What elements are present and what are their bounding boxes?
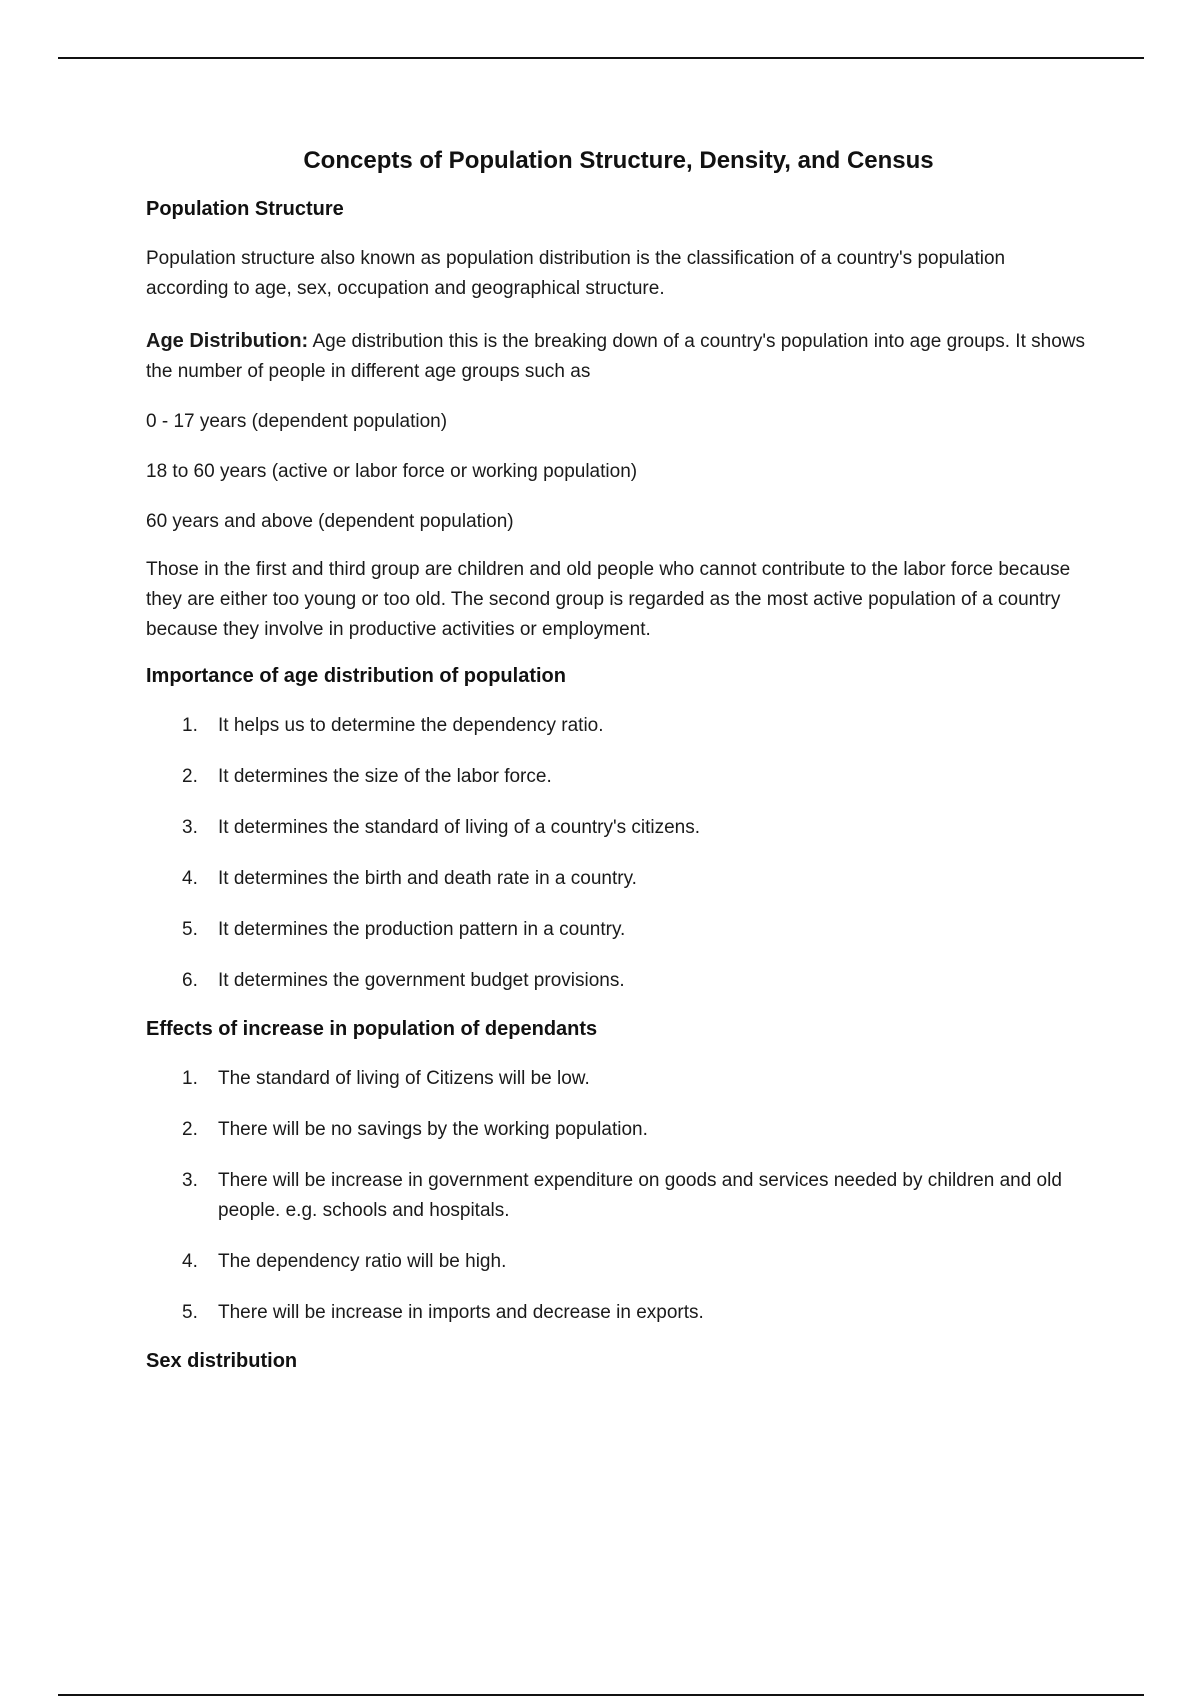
list-item-text: It determines the production pattern in a country. xyxy=(218,919,626,940)
list-number: 5. xyxy=(182,919,198,940)
heading-sex-distribution: Sex distribution xyxy=(146,1350,298,1372)
top-rule xyxy=(58,57,1144,59)
list-item-text: The dependency ratio will be high. xyxy=(218,1251,507,1272)
list-number: 5. xyxy=(182,1302,198,1323)
list-item xyxy=(146,813,1091,843)
age-group-dependent-young: 0 - 17 years (dependent population) xyxy=(146,411,448,432)
heading-population-structure: Population Structure xyxy=(146,198,344,220)
list-item-text: There will be increase in imports and decrease in exports. xyxy=(218,1302,704,1323)
list-number: 3. xyxy=(182,1170,198,1191)
list-number: 2. xyxy=(182,1119,198,1140)
list-item xyxy=(146,1115,1091,1145)
list-item xyxy=(146,966,1091,996)
age-group-dependent-old: 60 years and above (dependent population) xyxy=(146,511,514,532)
list-item-text: The standard of living of Citizens will be low. xyxy=(218,1068,590,1089)
list-item xyxy=(146,711,1091,741)
age-group-working: 18 to 60 years (active or labor force or working population) xyxy=(146,461,638,482)
list-item xyxy=(146,1247,1091,1277)
list-item xyxy=(146,1064,1091,1094)
list-item xyxy=(146,1166,1091,1226)
list-item-text: It determines the birth and death rate in a country. xyxy=(218,868,637,889)
age-distribution-lead: Age Distribution: xyxy=(146,330,309,352)
list-item xyxy=(146,762,1091,792)
list-item-text: There will be no savings by the working population. xyxy=(218,1119,648,1140)
bottom-rule xyxy=(58,1694,1144,1696)
list-number: 1. xyxy=(182,1068,198,1089)
list-item xyxy=(146,864,1091,894)
age-distribution-text: Age distribution this is the breaking down of a country's population into age groups. It shows the number of people in different age groups such as xyxy=(146,331,1085,382)
effects-list xyxy=(146,1064,1091,1328)
list-number: 4. xyxy=(182,1251,198,1272)
list-item-text: It determines the standard of living of a country's citizens. xyxy=(218,817,701,838)
paragraph-age-groups-explanation: Those in the first and third group are children and old people who cannot contribute to the labor force because they are either too young or too old. The second group is regarded as the most active population of a country because they involve in productive activities or employment. xyxy=(146,559,1071,640)
list-item-text: It determines the size of the labor force. xyxy=(218,766,552,787)
list-item-text: It determines the government budget provisions. xyxy=(218,970,625,991)
list-item-text: It helps us to determine the dependency ratio. xyxy=(218,715,604,736)
heading-importance: Importance of age distribution of population xyxy=(146,665,566,687)
list-number: 1. xyxy=(182,715,198,736)
list-item-text: There will be increase in government expenditure on goods and services needed by children and old people. e.g. schools and hospitals. xyxy=(218,1170,1062,1221)
list-number: 4. xyxy=(182,868,198,889)
list-item xyxy=(146,915,1091,945)
list-number: 3. xyxy=(182,817,198,838)
heading-effects: Effects of increase in population of dependants xyxy=(146,1018,598,1040)
importance-list xyxy=(146,711,1091,996)
list-number: 2. xyxy=(182,766,198,787)
paragraph-age-distribution xyxy=(146,326,1091,387)
document-title: Concepts of Population Structure, Density, and Census xyxy=(303,147,934,174)
list-number: 6. xyxy=(182,970,198,991)
list-item xyxy=(146,1298,1091,1328)
document-body xyxy=(146,140,1091,1376)
paragraph-population-structure: Population structure also known as population distribution is the classification of a country's population according to age, sex, occupation and geographical structure. xyxy=(146,248,1006,299)
